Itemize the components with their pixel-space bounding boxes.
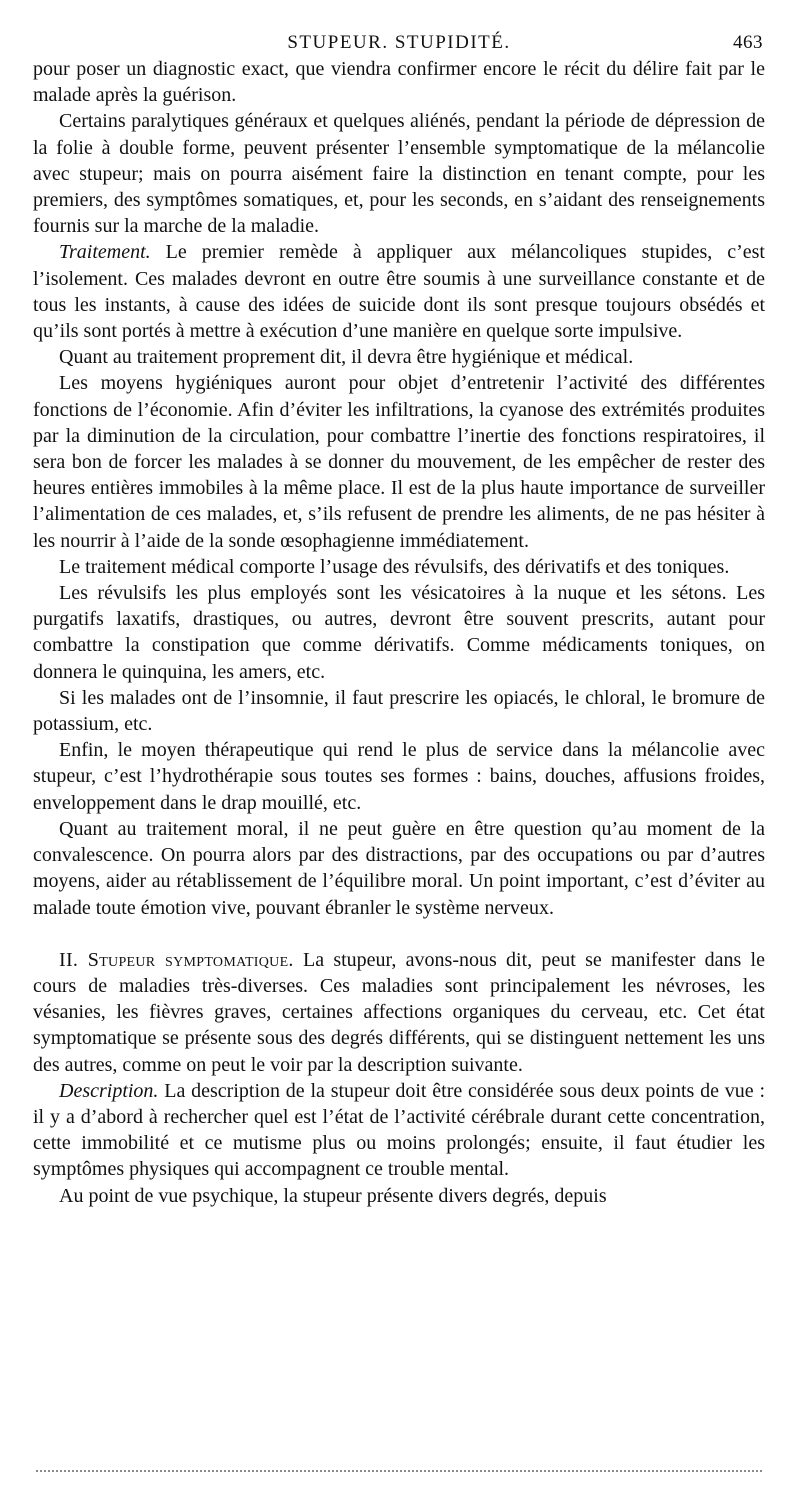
- body-text: [33, 56, 765, 1209]
- paragraph-description: [33, 1078, 765, 1183]
- section-label-traitement: Traitement.: [59, 241, 151, 264]
- paragraph-section-ii: [33, 947, 765, 1078]
- paragraph: Quant au traitement moral, il ne peut guère en être question qu’au moment de la convalescence. On pourra alors par des distractions, par des occupations ou par d’autres moyens, aider au rétablissement de l’équilibre moral. Un point important, c’est d’éviter au malade toute émotion vive, pouvant ébranler le système nerveux.: [33, 817, 765, 919]
- paragraph-text: Le premier remède à appliquer aux mélancoliques stupides, c’est l’isolement. Ces malades devront en outre être soumis à une surveillance constante et de tous les instants, à cause des idées de suicide dont ils sont presque toujours obsédés et qu’ils sont portés à mettre à exécution d’une manière en quelque sorte impulsive.: [33, 241, 765, 343]
- paragraph: Quant au traitement proprement dit, il devra être hygiénique et médical.: [59, 346, 634, 369]
- running-title: STUPEUR. STUPIDITÉ.: [287, 32, 511, 53]
- section-gap: [33, 921, 765, 947]
- paragraph-treatment: [33, 239, 765, 344]
- bottom-dotted-rule: [36, 1470, 762, 1472]
- paragraph-text: La stupeur, avons-nous dit, peut se manifester dans le cours de maladies très-diverses. Ces maladies sont principalement les névroses, les vésanies, les fièvres graves, certaines affections organiques du cerveau, etc. Cet état symptomatique se présente sous des degrés différents, qui se distinguent nettement les uns des autres, comme on peut le voir par la description suivante.: [33, 948, 765, 1076]
- paragraph: Le traitement médical comporte l’usage des révulsifs, des dérivatifs et des toniques.: [59, 555, 730, 578]
- paragraph: Les moyens hygiéniques auront pour objet d’entretenir l’activité des différentes fonctions de l’économie. Afin d’éviter les infiltrations, la cyanose des extrémités produites par la diminution de la circulation, pour combattre l’inertie des fonctions respiratoires, il sera bon de forcer les malades à se donner du mouvement, de les empêcher de rester des heures entières immobiles à la même place. Il est de la plus haute importance de surveiller l’alimentation de ces malades, et, s’ils refusent de prendre les aliments, de ne pas hésiter à les nourrir à l’aide de la sonde œsophagienne immédiatement.: [33, 372, 765, 552]
- paragraph: pour poser un diagnostic exact, que viendra confirmer encore le récit du délire fait par le malade après la guérison.: [33, 58, 765, 107]
- book-page: [33, 30, 765, 1209]
- paragraph-text: La description de la stupeur doit être considérée sous deux points de vue : il y a d’abord à rechercher quel est l’état de l’activité cérébrale durant cette concentration, cette immobilité et ce mutisme plus ou moins prolongés; ensuite, il faut étudier les symptômes physiques qui accompagnent ce trouble mental.: [33, 1079, 765, 1181]
- paragraph: Les révulsifs les plus employés sont les vésicatoires à la nuque et les sétons. Les purgatifs laxatifs, drastiques, ou autres, devront être souvent prescrits, autant pour combattre la constipation que comme dérivatifs. Comme médicaments toniques, on donnera le quinquina, les amers, etc.: [33, 582, 765, 683]
- paragraph: Si les malades ont de l’insomnie, il faut prescrire les opiacés, le chloral, le bromure de potassium, etc.: [33, 686, 765, 736]
- section-label-description: Description.: [59, 1079, 159, 1102]
- section-heading-stupeur-symptomatique: II. Stupeur symptomatique.: [59, 948, 294, 971]
- paragraph: Enfin, le moyen thérapeutique qui rend le plus de service dans la mélancolie avec stupeur, c’est l’hydrothérapie sous toutes ses formes : bains, douches, affusions froides, enveloppement dans le drap mouillé, etc.: [33, 739, 765, 814]
- running-head: [33, 30, 765, 56]
- paragraph: Certains paralytiques généraux et quelques aliénés, pendant la période de dépression de la folie à double forme, peuvent présenter l’ensemble symptomatique de la mélancolie avec stupeur; mais on pourra aisément faire la distinction en tenant compte, pour les premiers, des symptômes somatiques, et, pour les seconds, en s’aidant des renseignements fournis sur la marche de la maladie.: [33, 110, 765, 238]
- paragraph: Au point de vue psychique, la stupeur présente divers degrés, depuis: [59, 1184, 607, 1207]
- page-number: 463: [733, 32, 763, 53]
